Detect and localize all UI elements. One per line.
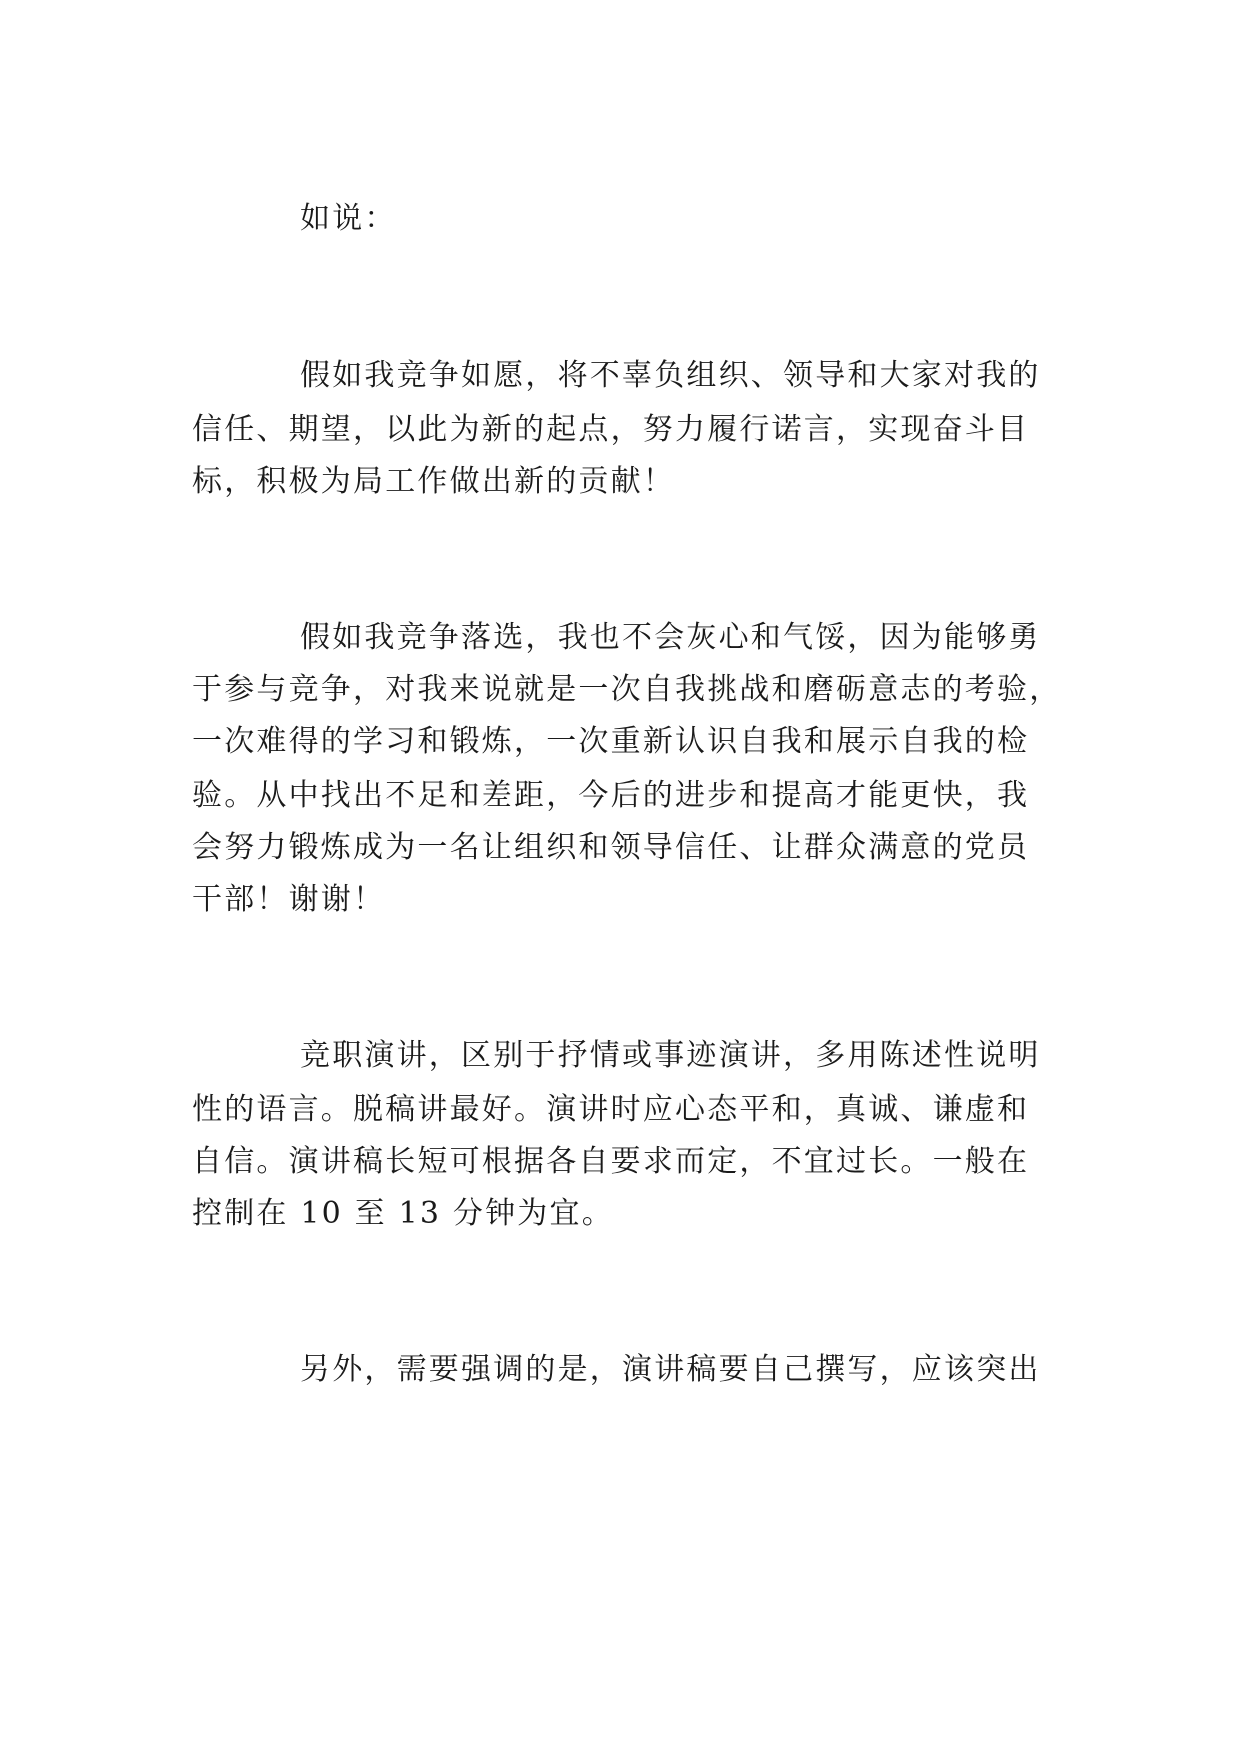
paragraph-3-line-5: 会努力锻炼成为一名让组织和领导信任、让群众满意的党员: [192, 830, 1030, 865]
paragraph-5-line-1: 另外，需要强调的是，演讲稿要自己撰写，应该突出: [300, 1352, 1041, 1387]
paragraph-3-line-6: 干部！谢谢！: [192, 882, 386, 917]
paragraph-4-line-3: 自信。演讲稿长短可根据各自要求而定，不宜过长。一般在: [192, 1144, 1030, 1179]
paragraph-2-line-2: 信任、期望，以此为新的起点，努力履行诺言，实现奋斗目: [192, 412, 1030, 447]
paragraph-4-line-2: 性的语言。脱稿讲最好。演讲时应心态平和，真诚、谦虚和: [192, 1092, 1030, 1127]
paragraph-4-line-4: 控制在 10 至 13 分钟为宜。: [192, 1196, 614, 1231]
paragraph-3-line-1: 假如我竞争落选，我也不会灰心和气馁，因为能够勇: [300, 620, 1041, 655]
paragraph-4-line-1: 竞职演讲，区别于抒情或事迹演讲，多用陈述性说明: [300, 1038, 1041, 1073]
paragraph-2-line-3: 标，积极为局工作做出新的贡献！: [192, 464, 675, 499]
paragraph-3-line-4: 验。从中找出不足和差距，今后的进步和提高才能更快，我: [192, 778, 1030, 813]
paragraph-3-line-3: 一次难得的学习和锻炼，一次重新认识自我和展示自我的检: [192, 724, 1030, 759]
paragraph-3-line-2: 于参与竞争，对我来说就是一次自我挑战和磨砺意志的考验，: [192, 672, 1062, 707]
paragraph-2-line-1: 假如我竞争如愿，将不辜负组织、领导和大家对我的: [300, 358, 1041, 393]
paragraph-1-line-1: 如说：: [300, 201, 397, 236]
